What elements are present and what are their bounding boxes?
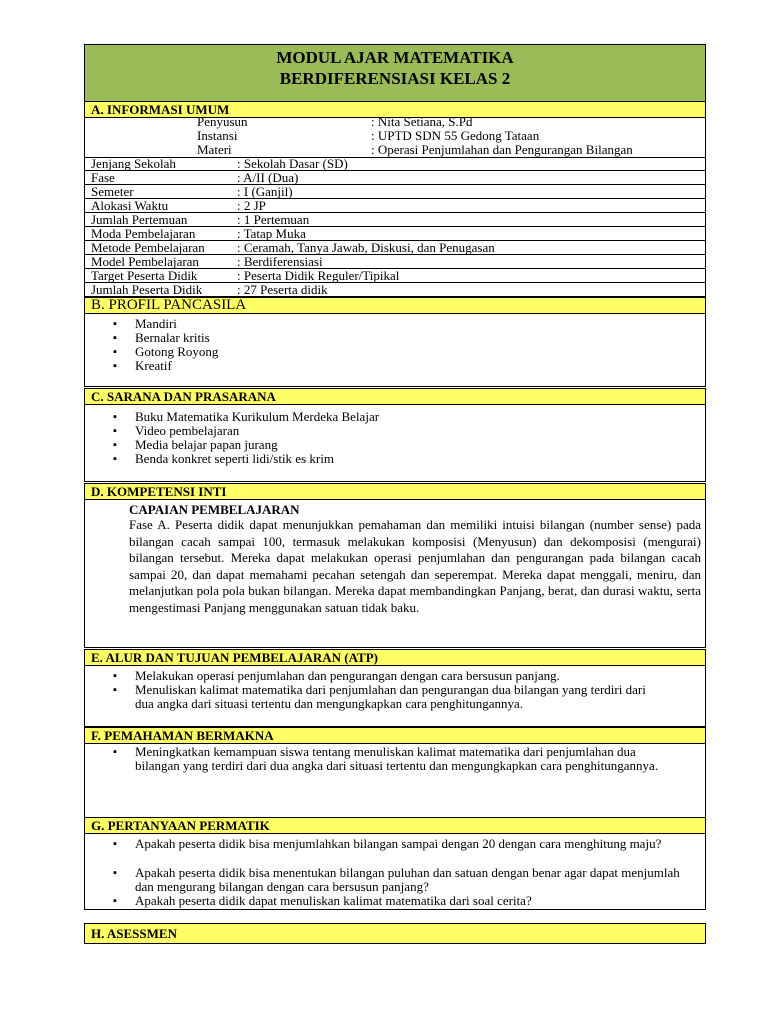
info-key: Penyusun [197,114,248,129]
section-asessmen: H. ASESSMEN [84,923,706,944]
section-pertanyaan-permatik: G. PERTANYAAN PERMATIK [84,817,706,834]
profil-list [84,313,706,387]
capaian-subtitle: CAPAIAN PEMBELAJARAN [129,502,300,517]
title-line-2: BERDIFERENSIASI KELAS 2 [279,69,511,88]
info-value: : Operasi Penjumlahan dan Pengurangan Bilangan [371,142,633,157]
title-line-1: MODUL AJAR MATEMATIKA [276,48,514,67]
info-value: : Nita Setiana, S.Pd [371,114,473,129]
list-item: ▪ Kreatif [135,359,172,373]
list-item: ▪ Benda konkret seperti lidi/stik es krim [135,452,334,466]
info-row: Jumlah Pertemuan : 1 Pertemuan [84,213,706,227]
capaian-paragraph: Fase A. Peserta didik dapat menunjukkan pemahaman dan memiliki intuisi bilangan (number sense) pada bilangan cacah sampai 100, termasuk melakukan komposisi (Menyusun) dan dekomposisi (mengurai) bilangan tersebut. Mereka dapat melakukan operasi penjumlahan dan pengurangan pada bilangan cacah sampai 20, dan dapat memahami pecahan setengah dan seperempat. Mereka dapat menggali, meniru, dan melanjutkan pola pola bukan bilangan. Mereka dapat membandingkan Panjang, berat, dan durasi waktu, serta mengestimasi Panjang menggunakan satuan tidak baku. [129,517,701,615]
info-key: Instansi [197,128,238,143]
pemahaman-list [84,743,706,818]
info-top-block [84,114,706,158]
kompetensi-block [84,499,706,648]
pertanyaan-list [84,833,706,910]
section-profil-pancasila: B. PROFIL PANCASILA [84,297,706,314]
info-row: Alokasi Waktu : 2 JP [84,199,706,213]
list-item: ▪ Media belajar papan jurang [135,438,278,452]
section-sarana: C. SARANA DAN PRASARANA [84,388,706,405]
list-item: ▪ Apakah peserta didik bisa menjumlahkan bilangan sampai dengan 20 dengan cara menghitung maju? [135,837,705,851]
list-item: ▪ Buku Matematika Kurikulum Merdeka Belajar [135,410,379,424]
info-row: Semeter : I (Ganjil) [84,185,706,199]
list-item: ▪ Melakukan operasi penjumlahan dan pengurangan dengan cara bersusun panjang. [135,669,655,683]
list-item: ▪ Meningkatkan kemampuan siswa tentang menuliskan kalimat matematika dari penjumlahan dua bilangan yang terdiri dari dua angka dari situasi tertentu dan mengungkapkan cara penghitungannya. [135,745,669,773]
info-row: Metode Pembelajaran : Ceramah, Tanya Jawab, Diskusi, dan Penugasan [84,241,706,255]
list-item: ▪ Gotong Royong [135,345,218,359]
list-item: ▪ Apakah peserta didik dapat menuliskan kalimat matematika dari soal cerita? [135,894,695,908]
info-row: Moda Pembelajaran : Tatap Muka [84,227,706,241]
info-row: Fase : A/II (Dua) [84,171,706,185]
section-informasi-umum: A. INFORMASI UMUM [84,101,706,118]
sarana-list [84,404,706,482]
list-item: ▪ Apakah peserta didik bisa menentukan bilangan puluhan dan satuan dengan benar agar dapat menjumlah dan mengurang bilangan dengan cara bersusun panjang? [135,866,691,894]
list-item: ▪ Video pembelajaran [135,424,239,438]
section-pemahaman-bermakna: F. PEMAHAMAN BERMAKNA [84,727,706,744]
info-row: Jenjang Sekolah : Sekolah Dasar (SD) [84,157,706,171]
info-value: : UPTD SDN 55 Gedong Tataan [371,128,540,143]
list-item: ▪ Menuliskan kalimat matematika dari penjumlahan dan pengurangan dua bilangan yang terdiri dari dua angka dari situasi tertentu dan mengungkapkan cara penghitungannya. [135,683,663,711]
list-item: ▪ Bernalar kritis [135,331,210,345]
atp-list [84,665,706,727]
info-row: Model Pembelajaran : Berdiferensiasi [84,255,706,269]
info-row: Target Peserta Didik : Peserta Didik Reguler/Tipikal [84,269,706,283]
section-kompetensi-inti: D. KOMPETENSI INTI [84,483,706,500]
info-row: Jumlah Peserta Didik : 27 Peserta didik [84,283,706,297]
list-item: ▪ Mandiri [135,317,177,331]
info-key: Materi [197,142,232,157]
section-atp: E. ALUR DAN TUJUAN PEMBELAJARAN (ATP) [84,649,706,666]
document-title [84,44,706,102]
